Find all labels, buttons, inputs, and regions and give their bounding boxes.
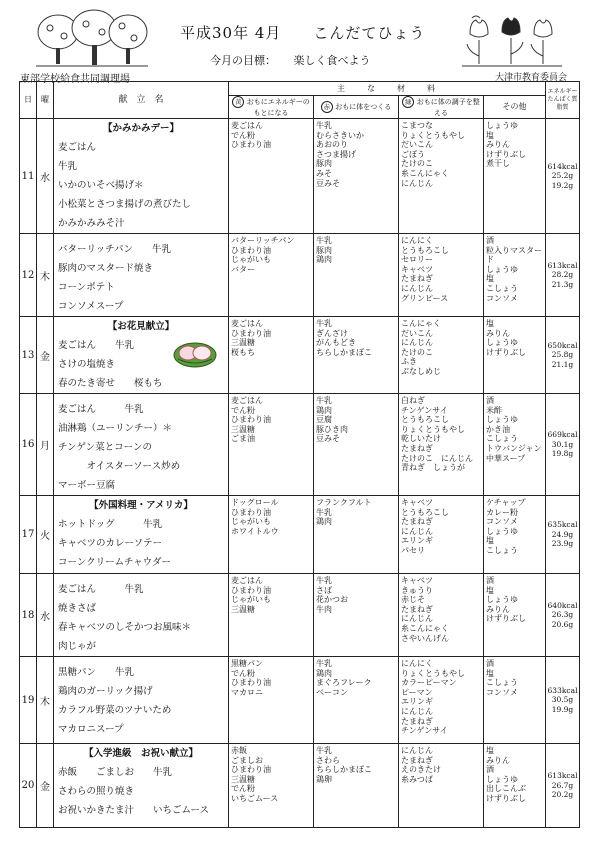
menu-dish: コンソメスープ	[58, 301, 124, 312]
menu-row	[20, 234, 580, 317]
menu-theme-title: 【入学進級 お祝い献立】	[83, 748, 198, 759]
weekday-cell: 水	[37, 119, 54, 234]
header-yellow-text: おもにエネルギーのもとになる	[246, 98, 310, 117]
fat-value: 20.6g	[551, 619, 574, 629]
board-name: 大津市教育委員会	[494, 73, 567, 83]
menu-dish: カラフル野菜のツナいため	[58, 705, 172, 716]
header-menu: 献 立 名	[54, 82, 229, 119]
yellow-ingredients-text: 黒糖パン でん粉 ひまわり油 マカロニ	[231, 659, 271, 697]
nutrition-cell	[546, 234, 580, 317]
other-ingredients-text: 酒 塩 しょうゆ みりん けずりぶし	[486, 576, 526, 624]
weekday-cell: 火	[37, 496, 54, 574]
red-ingredients	[314, 496, 399, 574]
yellow-ingredients-text: 麦ごはん ひまわり油 三温糖 桜もち	[231, 319, 271, 357]
yellow-ingredients-text: 麦ごはん ひまわり油 じゃがいも 三温糖	[231, 576, 271, 614]
menu-dish: 麦ごはん 牛乳	[58, 404, 144, 415]
page-title: 平成30年 4月 こんだてひょう	[180, 24, 426, 42]
menu-theme-title: 【お花見献立】	[107, 321, 175, 332]
menu-dish: キャベツのカレーソテー	[58, 538, 163, 549]
green-ingredients	[399, 496, 484, 574]
nutrition-cell	[546, 657, 580, 744]
fat-value: 23.9g	[551, 539, 574, 549]
menu-dish: コーンポテト	[58, 282, 115, 293]
energy-value: 635kcal	[547, 520, 578, 530]
menu-dish: 麦ごはん 牛乳	[58, 340, 135, 351]
header-green	[399, 96, 484, 119]
menu-dish: チンゲン菜とコーンの	[58, 442, 152, 453]
red-ingredients-text: 牛乳 むらさきいか あおのり さつま揚げ 豚肉 みそ 豆みそ	[316, 121, 364, 188]
yellow-ingredients	[229, 234, 314, 317]
red-ingredients-text: 牛乳 豚肉 鶏肉	[316, 236, 332, 265]
menu-dish: 黒糖パン 牛乳	[58, 667, 135, 678]
menu-dish: 焼きさば	[58, 603, 97, 614]
energy-value: 633kcal	[547, 685, 578, 695]
header-weekday: 曜	[37, 82, 54, 119]
green-ingredients-text: にんにく りょくとうもやし カラーピーマン ピーマン エリンギ にんじん たまねぎ チンゲンサイ	[401, 659, 465, 736]
fat-value: 19.2g	[551, 180, 574, 190]
menu-dish: いかのいそべ揚げ＊	[58, 180, 144, 191]
cherry-blossom-trees-illustration	[36, 8, 148, 70]
goal-label: 今月の目標：	[210, 54, 276, 67]
nutrition-cell	[546, 317, 580, 394]
red-ingredients	[314, 574, 399, 657]
day-cell: 16	[20, 394, 37, 496]
menu-row	[20, 657, 580, 744]
energy-value: 614kcal	[547, 161, 578, 171]
menu-row	[20, 496, 580, 574]
fat-value: 19.9g	[551, 704, 574, 714]
yellow-ingredients	[229, 657, 314, 744]
red-ingredients-text: 牛乳 さば 花かつお 牛肉	[316, 576, 348, 614]
menu-dish: 春のたき寄せ 桜もち	[58, 378, 163, 389]
green-ingredients	[399, 234, 484, 317]
red-ingredients-text: フランクフルト 牛乳 鶏肉	[316, 498, 372, 527]
sakura-mochi-illustration	[172, 339, 218, 369]
menu-dish: お祝いかきたま汁 いちごムース	[58, 805, 210, 816]
other-ingredients	[484, 394, 546, 496]
day-cell: 20	[20, 744, 37, 828]
menu-dish: 油淋鶏（ユーリンチー）＊	[58, 423, 173, 434]
green-ingredients-text: にんにく とうもろこし セロリー キャベツ たまねぎ にんじん グリンピース	[401, 236, 449, 303]
yellow-ingredients-text: 赤飯 ごましお ひまわり油 三温糖 でん粉 いちごムース	[231, 746, 279, 803]
energy-value: 640kcal	[547, 600, 578, 610]
energy-value: 613kcal	[547, 260, 578, 270]
menu-table	[19, 81, 580, 828]
menu-dish: コーンクリームチャウダー	[58, 557, 172, 568]
energy-value: 669kcal	[547, 430, 578, 440]
red-ingredients-text: 牛乳 さわら ちらしかまぼこ 鶏卵	[316, 746, 372, 784]
yellow-ingredients-text: ドッグロール ひまわり油 じゃがいも ホワイトルウ	[231, 498, 279, 536]
menu-dish: 麦ごはん 牛乳	[58, 584, 144, 595]
red-ingredients-text: 牛乳 鶏肉 豆腐 豚ひき肉 豆みそ	[316, 396, 348, 444]
protein-value: 30.5g	[551, 695, 574, 705]
menu-dish: かみかみみそ汁	[58, 218, 125, 229]
green-ingredients	[399, 119, 484, 234]
menu-dish: さけの塩焼き	[58, 359, 116, 370]
other-ingredients	[484, 574, 546, 657]
yellow-ingredients	[229, 574, 314, 657]
other-ingredients-text: 酒 粒入りマスター ド しょうゆ 塩 こしょう コンソメ	[486, 236, 542, 303]
other-ingredients	[484, 119, 546, 234]
weekday-cell: 木	[37, 657, 54, 744]
day-cell: 18	[20, 574, 37, 657]
nutrition-cell	[546, 574, 580, 657]
red-ingredients	[314, 657, 399, 744]
weekday-cell: 月	[37, 394, 54, 496]
yellow-ingredients-text: 麦ごはん でん粉 ひまわり油	[231, 121, 271, 150]
nutrition-cell	[546, 744, 580, 828]
header-main-ingredients: 主 な 材 料	[229, 82, 546, 96]
weekday-cell: 金	[37, 744, 54, 828]
red-group-mark: 赤	[321, 101, 333, 113]
protein-value: 26.3g	[551, 610, 574, 620]
day-cell: 11	[20, 119, 37, 234]
menu-dish: マーボー豆腐	[58, 480, 116, 491]
menu-dish: 小松菜とさつま揚げの煮びたし	[58, 199, 192, 210]
protein-value: 26.7g	[551, 780, 574, 790]
other-ingredients	[484, 744, 546, 828]
weekday-cell: 水	[37, 574, 54, 657]
menu-dish: さわらの照り焼き	[58, 786, 135, 797]
green-ingredients	[399, 317, 484, 394]
menu-cell	[54, 394, 229, 496]
goal-text: 楽しく食べよう	[293, 54, 371, 67]
yellow-ingredients-text: 麦ごはん でん粉 ひまわり油 三温糖 ごま油	[231, 396, 271, 444]
menu-dish: 鶏肉のガーリック揚げ	[58, 686, 153, 697]
day-cell: 19	[20, 657, 37, 744]
nutrition-cell	[546, 394, 580, 496]
green-ingredients	[399, 744, 484, 828]
tulips-illustration	[462, 12, 562, 70]
green-ingredients	[399, 394, 484, 496]
fat-value: 19.8g	[551, 449, 574, 459]
green-ingredients-text: にんじん たまねぎ えのきたけ 糸みつば	[401, 746, 441, 784]
menu-cell	[54, 574, 229, 657]
red-ingredients	[314, 744, 399, 828]
header-day: 日	[20, 82, 37, 119]
other-ingredients	[484, 496, 546, 574]
header-energy: エネルギー たんぱく質 脂質	[546, 82, 580, 119]
protein-value: 25.2g	[551, 171, 574, 181]
green-ingredients	[399, 574, 484, 657]
menu-theme-title: 【外国料理・アメリカ】	[89, 500, 193, 511]
menu-cell	[54, 234, 229, 317]
menu-row	[20, 317, 580, 394]
menu-cell	[54, 657, 229, 744]
energy-value: 650kcal	[547, 340, 578, 350]
yellow-ingredients	[229, 744, 314, 828]
green-ingredients-text: 白ねぎ チンゲンサイ とうもろこし りょくとうもやし 乾しいたけ たまねぎ たけのこ にんじん 青ねぎ しょうが	[401, 396, 473, 473]
yellow-ingredients	[229, 496, 314, 574]
menu-dish: 肉じゃが	[58, 641, 97, 652]
other-ingredients	[484, 657, 546, 744]
red-ingredients-text: 牛乳 ぎんざけ がんもどき ちらしかまぼこ	[316, 319, 372, 357]
yellow-ingredients	[229, 317, 314, 394]
fat-value: 21.3g	[551, 279, 574, 289]
red-ingredients-text: 牛乳 鶏肉 まぐろフレーク ベーコン	[316, 659, 372, 697]
menu-dish: ホットドッグ 牛乳	[58, 519, 163, 530]
fat-value: 21.1g	[551, 359, 574, 369]
protein-value: 28.2g	[551, 270, 574, 280]
menu-dish: バターリッチパン 牛乳	[58, 244, 172, 255]
menu-dish: 豚肉のマスタード焼き	[58, 263, 154, 274]
menu-row	[20, 119, 580, 234]
nutrition-cell	[546, 496, 580, 574]
menu-dish: オイスターソース炒め	[58, 461, 181, 472]
energy-value: 613kcal	[547, 771, 578, 781]
day-cell: 13	[20, 317, 37, 394]
red-ingredients	[314, 317, 399, 394]
other-ingredients	[484, 234, 546, 317]
menu-dish: マカロニスープ	[58, 724, 124, 735]
green-ingredients-text: こんにゃく だいこん にんじん たけのこ ふき ぶなしめじ	[401, 319, 441, 376]
menu-row	[20, 744, 580, 828]
other-ingredients-text: 塩 みりん しょうゆ けずりぶし	[486, 319, 526, 357]
menu-cell	[54, 496, 229, 574]
header-green-text: おもに体の調子を整える	[416, 98, 480, 117]
other-ingredients-text: ケチャップ カレー粉 コンソメ しょうゆ 塩 こしょう	[486, 498, 526, 555]
protein-value: 30.1g	[551, 439, 574, 449]
other-ingredients-text: 酒 米酢 しょうゆ かき油 こしょう トウバンジャン 中華スープ	[486, 396, 542, 463]
menu-row	[20, 394, 580, 496]
header-other: その他	[484, 96, 546, 119]
green-ingredients-text: こまつな りょくとうもやし だいこん ごぼう たけのこ 糸こんにゃく にんじん	[401, 121, 465, 188]
day-cell: 12	[20, 234, 37, 317]
yellow-group-mark: 黄	[232, 96, 244, 108]
menu-row	[20, 574, 580, 657]
header-yellow	[229, 96, 314, 119]
green-ingredients-text: キャベツ きゅうり 赤じそ たまねぎ にんじん 糸こんにゃく さやいんげん	[401, 576, 449, 643]
other-ingredients-text: 塩 みりん 酒 しょうゆ 出しこんぶ けずりぶし	[486, 746, 526, 803]
other-ingredients-text: しょうゆ 塩 みりん けずりぶし 煮干し	[486, 121, 526, 169]
protein-value: 25.8g	[551, 350, 574, 360]
menu-cell	[54, 744, 229, 828]
red-ingredients	[314, 234, 399, 317]
organization-name: 東部学校給食共同調理場	[20, 74, 130, 85]
day-cell: 17	[20, 496, 37, 574]
yellow-ingredients	[229, 119, 314, 234]
green-group-mark: 緑	[402, 96, 414, 108]
fat-value: 20.2g	[551, 790, 574, 800]
monthly-goal	[210, 52, 371, 68]
nutrition-cell	[546, 119, 580, 234]
menu-theme-title: 【かみかみデー】	[102, 123, 179, 134]
menu-dish: 麦ごはん	[58, 142, 97, 153]
menu-dish: 赤飯 ごましお 牛乳	[58, 767, 173, 778]
menu-dish: 牛乳	[58, 161, 78, 172]
protein-value: 24.9g	[551, 529, 574, 539]
yellow-ingredients-text: バターリッチパン ひまわり油 じゃがいも バター	[231, 236, 295, 274]
menu-dish: 春キャベツのしそかつお風味＊	[58, 622, 192, 633]
weekday-cell: 木	[37, 234, 54, 317]
header-red-text: おもに体をつくる	[335, 103, 392, 111]
red-ingredients	[314, 119, 399, 234]
red-ingredients	[314, 394, 399, 496]
yellow-ingredients	[229, 394, 314, 496]
header-red	[314, 96, 399, 119]
menu-cell	[54, 119, 229, 234]
weekday-cell: 金	[37, 317, 54, 394]
other-ingredients-text: 酒 塩 こしょう コンソメ	[486, 659, 518, 697]
green-ingredients	[399, 657, 484, 744]
other-ingredients	[484, 317, 546, 394]
green-ingredients-text: キャベツ とうもろこし たまねぎ にんじん エリンギ パセリ	[401, 498, 449, 555]
